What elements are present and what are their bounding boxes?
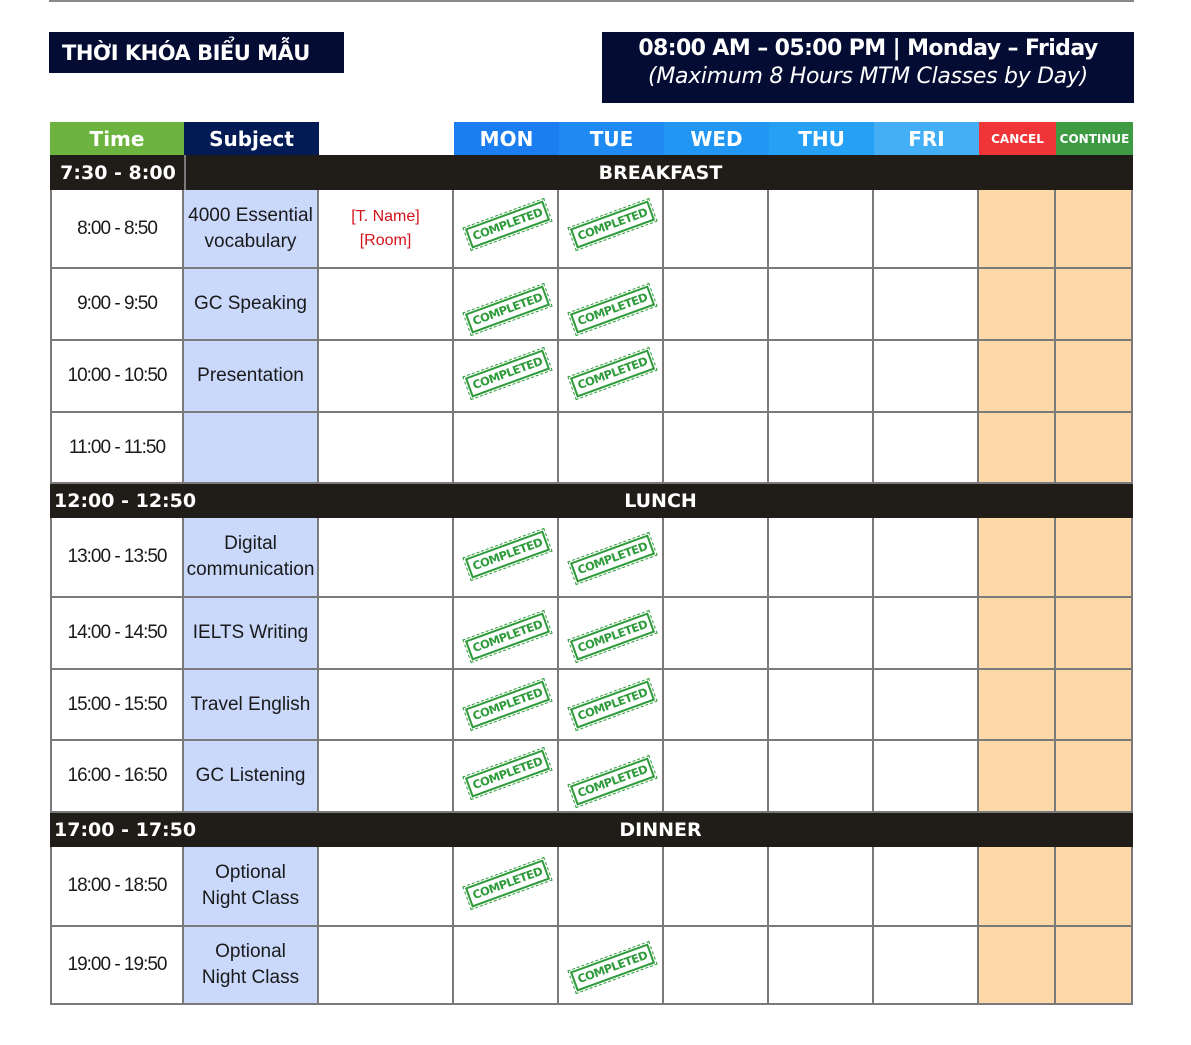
day-cell-wed[interactable] (664, 598, 769, 670)
schedule-hours-banner (602, 32, 1134, 103)
cancel-cell[interactable] (979, 341, 1056, 413)
continue-cell[interactable] (1056, 670, 1133, 741)
day-cell-thu[interactable] (769, 741, 874, 813)
day-cell-tue[interactable] (559, 741, 664, 813)
table-row (50, 670, 1133, 741)
time-cell: 15:00 - 15:50 (50, 670, 184, 741)
day-cell-wed[interactable] (664, 847, 769, 927)
break-time: 7:30 - 8:00 (52, 155, 186, 190)
time-cell: 10:00 - 10:50 (50, 341, 184, 413)
completed-stamp: COMPLETED (570, 612, 655, 660)
break-label: DINNER (619, 819, 702, 841)
page-title (49, 32, 344, 73)
subject-cell: GC Speaking (184, 269, 319, 341)
subject-text: Optional Night Class (201, 941, 300, 988)
completed-stamp: COMPLETED (465, 859, 550, 907)
day-cell-thu[interactable] (769, 927, 874, 1005)
header-day-thu: THU (769, 122, 874, 155)
header-teacher (319, 122, 454, 155)
completed-stamp: COMPLETED (465, 680, 550, 728)
continue-cell[interactable] (1056, 413, 1133, 484)
header-day-wed: WED (664, 122, 769, 155)
timetable-header (50, 122, 1133, 155)
break-time: 17:00 - 17:50 (54, 819, 197, 841)
day-cell-thu[interactable] (769, 670, 874, 741)
day-cell-mon[interactable] (454, 518, 559, 598)
time-cell: 9:00 - 9:50 (50, 269, 184, 341)
teacher-room-text: [T. Name] [Room] (351, 207, 420, 249)
teacher-room-cell[interactable] (319, 670, 454, 741)
day-cell-mon[interactable] (454, 741, 559, 813)
day-cell-mon[interactable] (454, 847, 559, 927)
cancel-cell[interactable] (979, 518, 1056, 598)
top-divider (49, 0, 1134, 2)
day-cell-tue[interactable] (559, 269, 664, 341)
day-cell-fri[interactable] (874, 190, 979, 269)
table-row (50, 269, 1133, 341)
continue-cell[interactable] (1056, 341, 1133, 413)
day-cell-fri[interactable] (874, 518, 979, 598)
day-cell-mon[interactable] (454, 598, 559, 670)
day-cell-fri[interactable] (874, 341, 979, 413)
table-row (50, 741, 1133, 813)
hours-note: (Maximum 8 Hours MTM Classes by Day) (648, 64, 1088, 89)
teacher-room-cell[interactable] (319, 190, 454, 269)
day-cell-mon[interactable] (454, 927, 559, 1005)
day-cell-thu[interactable] (769, 847, 874, 927)
day-cell-mon[interactable] (454, 190, 559, 269)
day-cell-mon[interactable] (454, 341, 559, 413)
day-cell-mon[interactable] (454, 670, 559, 741)
header-subject: Subject (184, 122, 319, 155)
day-cell-wed[interactable] (664, 190, 769, 269)
day-cell-mon[interactable] (454, 413, 559, 484)
continue-cell[interactable] (1056, 598, 1133, 670)
table-row (50, 847, 1133, 927)
day-cell-wed[interactable] (664, 413, 769, 484)
subject-cell (184, 413, 319, 484)
time-cell: 16:00 - 16:50 (50, 741, 184, 813)
day-cell-thu[interactable] (769, 518, 874, 598)
cancel-cell[interactable] (979, 269, 1056, 341)
completed-stamp: COMPLETED (465, 749, 550, 797)
cancel-cell[interactable] (979, 598, 1056, 670)
day-cell-fri[interactable] (874, 741, 979, 813)
completed-stamp: COMPLETED (570, 680, 655, 728)
completed-stamp: COMPLETED (570, 349, 655, 397)
completed-stamp: COMPLETED (570, 943, 655, 991)
table-row (50, 341, 1133, 413)
completed-stamp: COMPLETED (465, 285, 550, 333)
break-row-breakfast (50, 155, 1133, 190)
time-cell: 14:00 - 14:50 (50, 598, 184, 670)
day-cell-fri[interactable] (874, 670, 979, 741)
continue-cell[interactable] (1056, 741, 1133, 813)
day-cell-fri[interactable] (874, 269, 979, 341)
day-cell-thu[interactable] (769, 269, 874, 341)
subject-cell (184, 847, 319, 927)
day-cell-tue[interactable] (559, 518, 664, 598)
day-cell-wed[interactable] (664, 927, 769, 1005)
day-cell-thu[interactable] (769, 598, 874, 670)
day-cell-tue[interactable] (559, 927, 664, 1005)
day-cell-tue[interactable] (559, 847, 664, 927)
break-time: 12:00 - 12:50 (54, 490, 197, 512)
day-cell-fri[interactable] (874, 847, 979, 927)
continue-cell[interactable] (1056, 518, 1133, 598)
break-label: BREAKFAST (598, 161, 723, 184)
teacher-room-cell[interactable] (319, 598, 454, 670)
completed-stamp: COMPLETED (570, 285, 655, 333)
break-row-dinner (50, 813, 1133, 847)
break-row-lunch (50, 484, 1133, 518)
cancel-cell[interactable] (979, 847, 1056, 927)
teacher-room-cell[interactable] (319, 741, 454, 813)
teacher-room-cell[interactable] (319, 341, 454, 413)
time-cell: 8:00 - 8:50 (50, 190, 184, 269)
subject-cell: IELTS Writing (184, 598, 319, 670)
subject-cell: GC Listening (184, 741, 319, 813)
teacher-room-cell[interactable] (319, 413, 454, 484)
day-cell-tue[interactable] (559, 190, 664, 269)
table-row (50, 927, 1133, 1005)
cancel-cell[interactable] (979, 190, 1056, 269)
page-title-text: THỜI KHÓA BIỂU MẪU (62, 40, 310, 65)
completed-stamp: COMPLETED (570, 757, 655, 805)
continue-cell[interactable] (1056, 269, 1133, 341)
day-cell-tue[interactable] (559, 598, 664, 670)
table-row (50, 190, 1133, 269)
cancel-cell[interactable] (979, 413, 1056, 484)
header-day-fri: FRI (874, 122, 979, 155)
table-row (50, 518, 1133, 598)
teacher-room-cell[interactable] (319, 518, 454, 598)
day-cell-mon[interactable] (454, 269, 559, 341)
continue-cell[interactable] (1056, 190, 1133, 269)
time-cell: 13:00 - 13:50 (50, 518, 184, 598)
header-cancel: CANCEL (979, 122, 1056, 155)
completed-stamp: COMPLETED (465, 612, 550, 660)
subject-cell: Digital communication (184, 518, 319, 598)
day-cell-fri[interactable] (874, 927, 979, 1005)
day-cell-tue[interactable] (559, 670, 664, 741)
time-cell: 11:00 - 11:50 (50, 413, 184, 484)
teacher-room-cell[interactable] (319, 927, 454, 1005)
header-continue: CONTINUE (1056, 122, 1133, 155)
day-cell-tue[interactable] (559, 341, 664, 413)
day-cell-fri[interactable] (874, 413, 979, 484)
day-cell-thu[interactable] (769, 341, 874, 413)
completed-stamp: COMPLETED (465, 200, 550, 248)
subject-cell: Presentation (184, 341, 319, 413)
day-cell-fri[interactable] (874, 598, 979, 670)
day-cell-thu[interactable] (769, 413, 874, 484)
teacher-room-cell[interactable] (319, 269, 454, 341)
subject-cell: 4000 Essential vocabulary (184, 190, 319, 269)
day-cell-wed[interactable] (664, 341, 769, 413)
header-day-mon: MON (454, 122, 559, 155)
table-row (50, 598, 1133, 670)
continue-cell[interactable] (1056, 927, 1133, 1005)
teacher-room-cell[interactable] (319, 847, 454, 927)
day-cell-wed[interactable] (664, 670, 769, 741)
subject-cell (184, 927, 319, 1005)
day-cell-wed[interactable] (664, 269, 769, 341)
cancel-cell[interactable] (979, 741, 1056, 813)
cancel-cell[interactable] (979, 670, 1056, 741)
subject-text: Optional Night Class (201, 862, 300, 909)
header-day-tue: TUE (559, 122, 664, 155)
time-cell: 18:00 - 18:50 (50, 847, 184, 927)
day-cell-thu[interactable] (769, 190, 874, 269)
day-cell-wed[interactable] (664, 518, 769, 598)
hours-range: 08:00 AM – 05:00 PM | Monday – Friday (638, 36, 1098, 61)
time-cell: 19:00 - 19:50 (50, 927, 184, 1005)
continue-cell[interactable] (1056, 847, 1133, 927)
completed-stamp: COMPLETED (570, 534, 655, 582)
day-cell-wed[interactable] (664, 741, 769, 813)
completed-stamp: COMPLETED (570, 200, 655, 248)
break-label: LUNCH (624, 490, 697, 512)
header-time: Time (50, 122, 184, 155)
day-cell-tue[interactable] (559, 413, 664, 484)
subject-cell: Travel English (184, 670, 319, 741)
cancel-cell[interactable] (979, 927, 1056, 1005)
completed-stamp: COMPLETED (465, 349, 550, 397)
completed-stamp: COMPLETED (465, 530, 550, 578)
table-row (50, 413, 1133, 484)
